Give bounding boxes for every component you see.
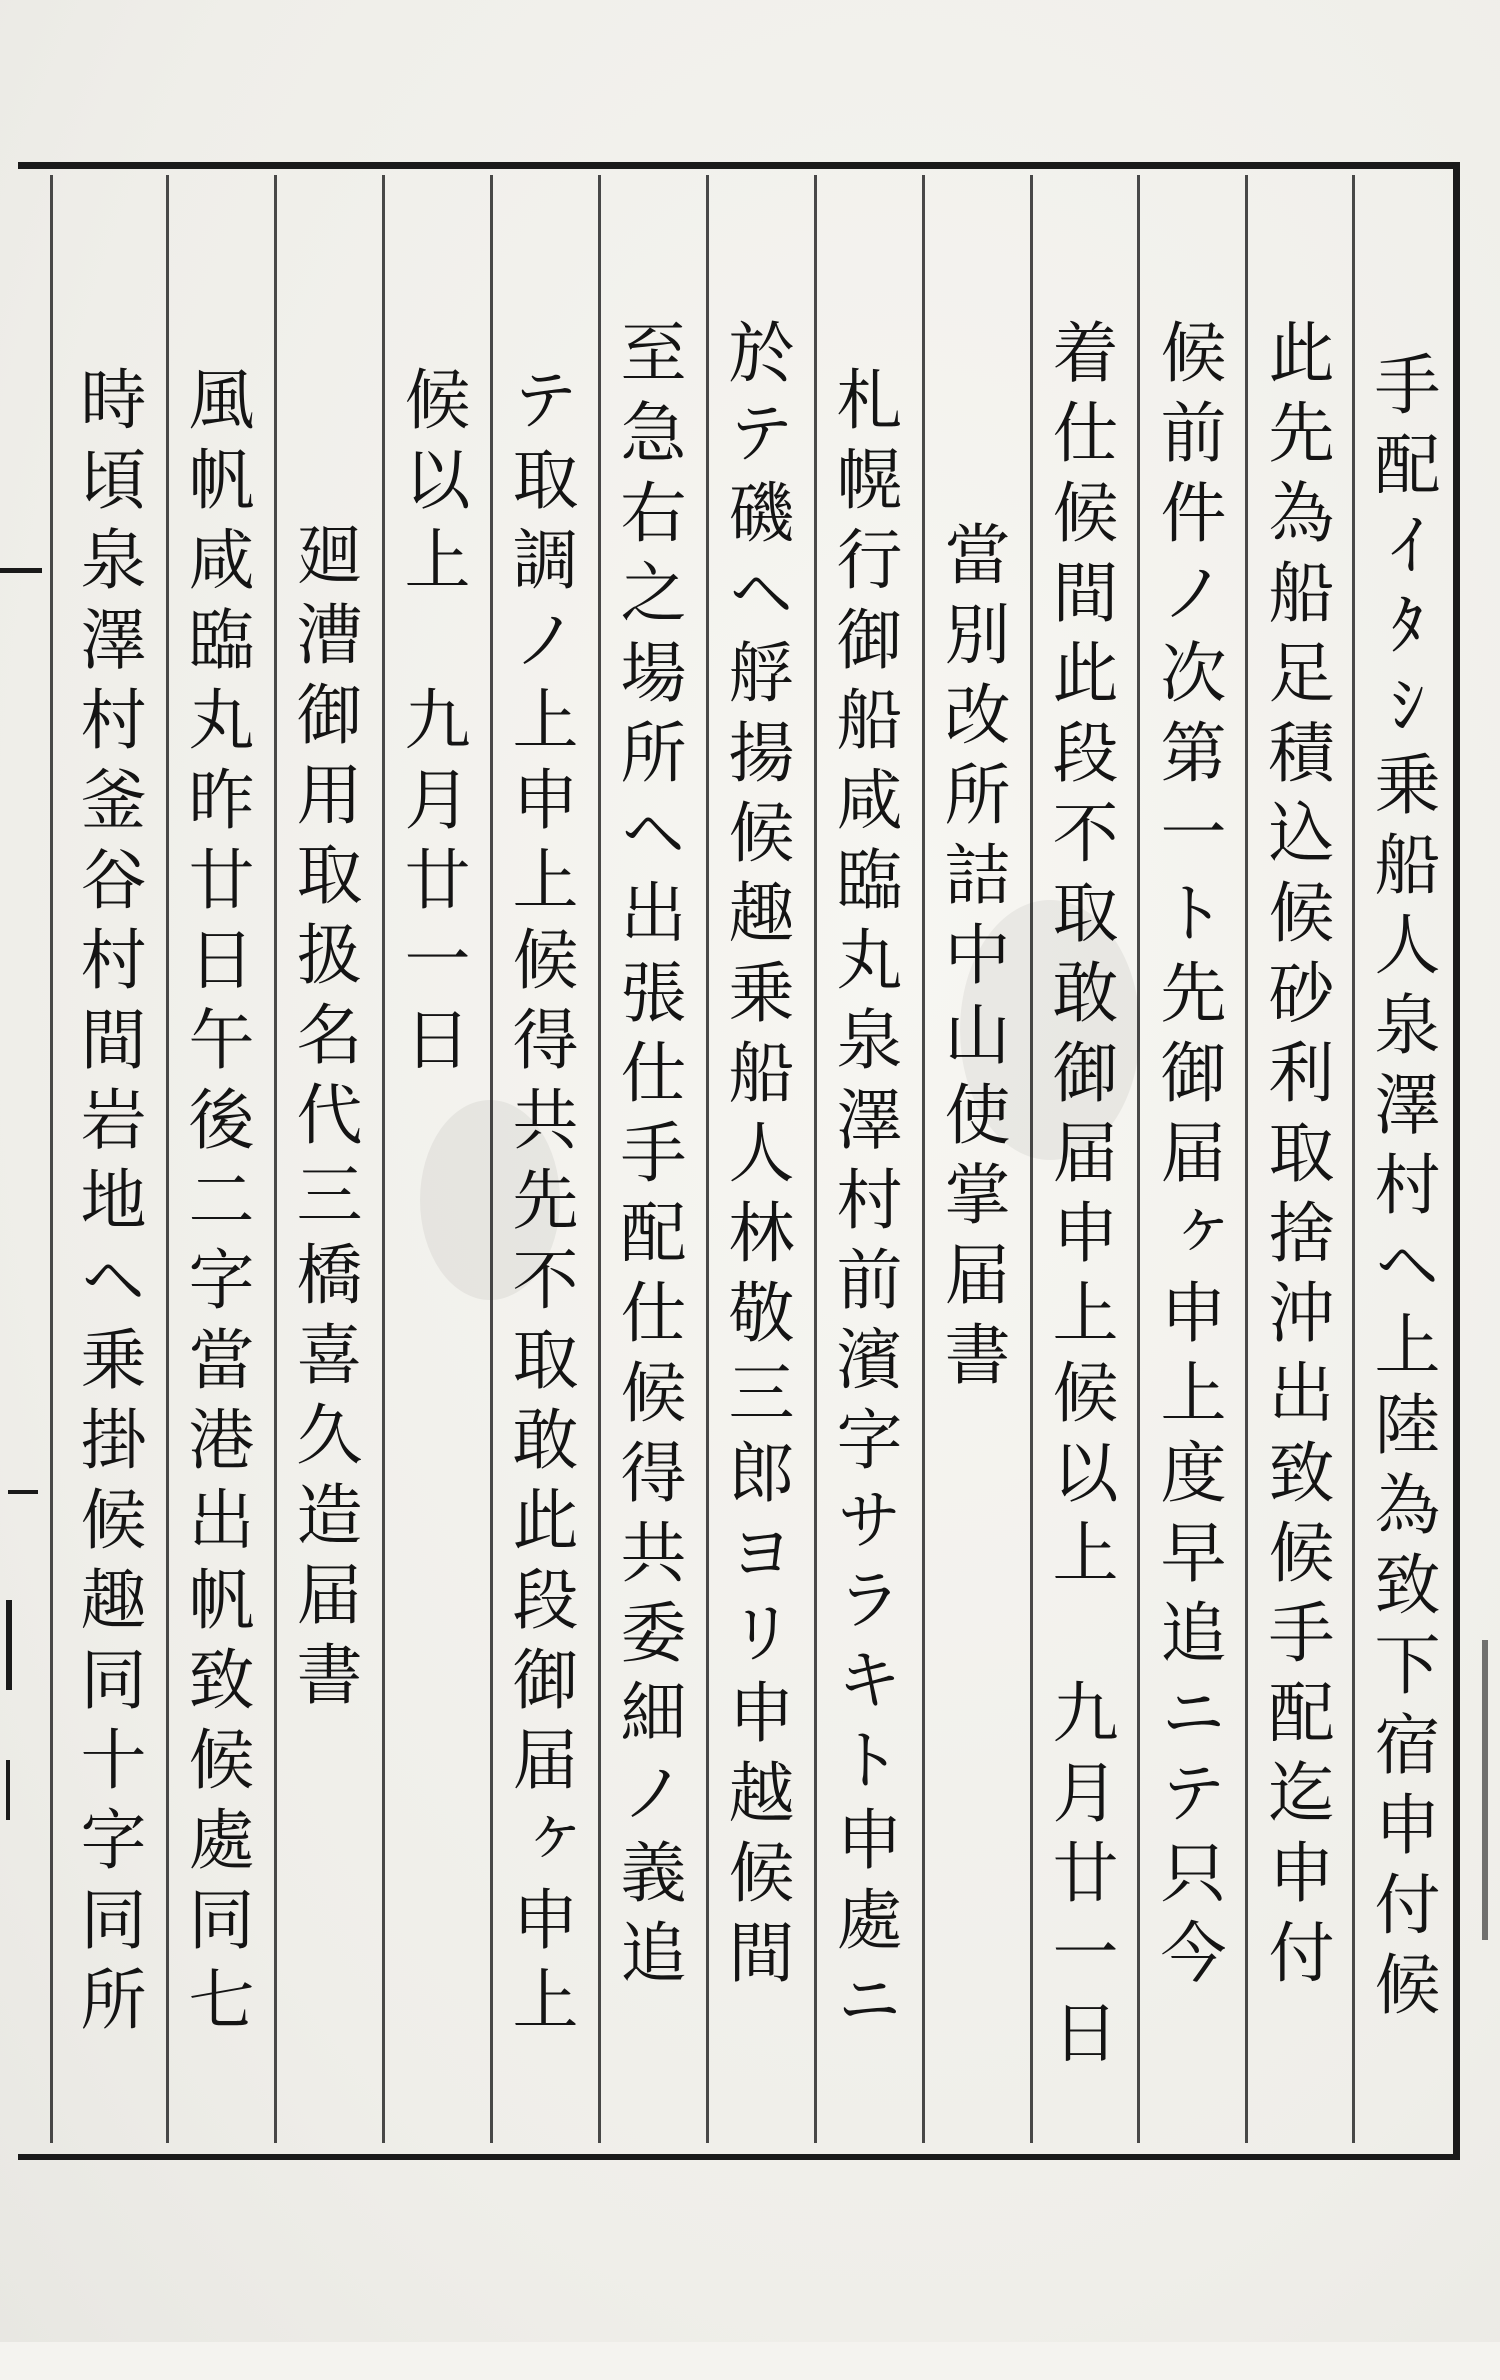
text-column-9: テ取調ノ上申上候得共先不取敢此段御届ヶ申上 [501,365,578,2045]
column-rule [1137,175,1140,2143]
text-column-1: 手配ｲﾀｼ乗船人泉澤村ヘ上陸為致下宿申付候 [1363,350,1440,2030]
column-rule [1352,175,1355,2143]
text-column-8: 至急右之場所ヘ出張仕手配仕候得共委細ノ義追 [609,318,686,1998]
binding-mark [0,568,42,573]
column-rule [1030,175,1033,2143]
binding-mark [6,1760,10,1820]
text-column-6: 札幌行御船咸臨丸泉澤村前濱字サラキト申處ニ [825,365,902,2045]
text-column-11: 廻漕御用取扱名代三橋喜久造届書 [285,520,362,1720]
column-rule [166,175,169,2143]
paper-stain [420,1100,560,1300]
text-column-13: 時頃泉澤村釜谷村間岩地ヘ乗掛候趣同十字同所 [69,365,146,2045]
column-rule [50,175,53,2143]
binding-mark [8,1490,38,1494]
column-rule [1245,175,1248,2143]
column-rule [274,175,277,2143]
binding-mark [1482,1640,1488,1940]
column-rule [814,175,817,2143]
text-column-12: 風帆咸臨丸昨廿日午後二字當港出帆致候處同七 [177,365,254,2045]
paper-stain [960,900,1140,1160]
column-rule [598,175,601,2143]
text-column-4: 着仕候間此段不取敢御届申上候以上 九月廿一日 [1041,318,1118,2078]
column-rule [922,175,925,2143]
column-rule [382,175,385,2143]
text-column-10: 候以上 九月廿一日 [393,365,470,1085]
text-column-3: 候前件ノ次第一ト先御届ヶ申上度早追ニテ只今 [1149,318,1226,1998]
text-column-2: 此先為船足積込候砂利取捨沖出致候手配迄申付 [1257,318,1334,1998]
column-rule [706,175,709,2143]
text-column-5: 當別改所詰中山使掌届書 [933,520,1010,1400]
text-column-7: 於テ磯ヘ艀揚候趣乗船人林敬三郎ヨリ申越候間 [717,318,794,1998]
binding-mark [6,1600,12,1690]
